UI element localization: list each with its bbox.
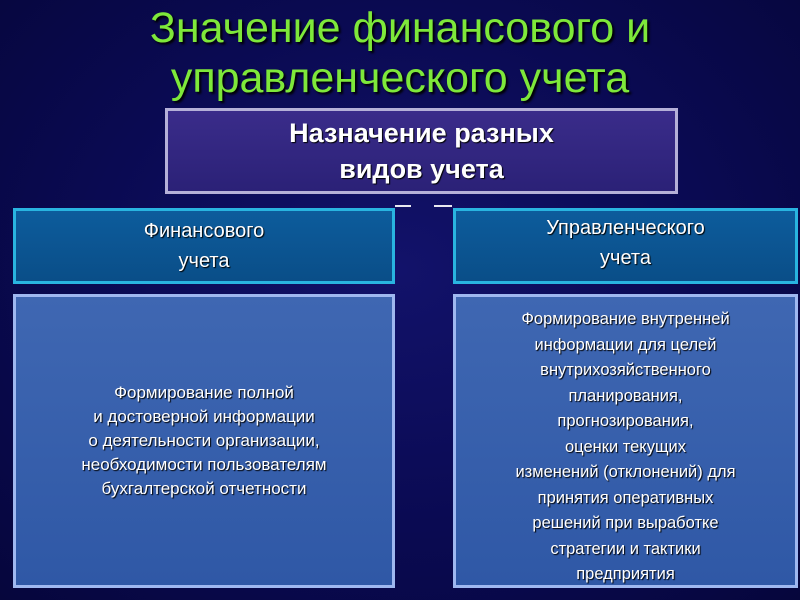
financial-heading-line-1: Финансового — [143, 220, 265, 242]
management-desc-line: оценки текущих — [565, 437, 686, 456]
management-accounting-description — [453, 294, 798, 588]
slide-title — [0, 0, 800, 103]
management-accounting-heading — [453, 208, 798, 284]
management-desc-line: информации для целей — [534, 335, 717, 354]
financial-heading-line-2: учета — [178, 250, 230, 272]
financial-desc-line: бухгалтерской отчетности — [101, 479, 307, 498]
management-heading-line-1: Управленческого — [546, 217, 705, 239]
management-desc-line: решений при выработке — [532, 514, 719, 532]
purpose-box — [165, 108, 678, 194]
management-desc-line: стратегии и тактики — [550, 539, 701, 558]
management-desc-line: Формирование внутренней — [521, 310, 730, 328]
slide-title-line-1: Значение финансового и — [149, 4, 651, 52]
connector-stub-left — [395, 205, 411, 207]
management-desc-line: прогнозирования, — [557, 412, 694, 430]
purpose-line-2: видов учета — [339, 154, 504, 184]
financial-accounting-heading — [13, 208, 395, 284]
management-desc-line: внутрихозяйственного — [540, 361, 711, 379]
financial-desc-line: Формирование полной — [114, 383, 294, 402]
slide-title-line-2: управленческого учета — [170, 54, 630, 102]
management-desc-line: принятия оперативных — [537, 488, 714, 507]
management-heading-line-2: учета — [600, 247, 651, 269]
financial-desc-line: о деятельности организации, — [88, 431, 320, 450]
management-desc-line: планирования, — [568, 386, 683, 405]
financial-desc-line: необходимости пользователям — [81, 455, 327, 474]
connector-stub-right — [434, 205, 452, 207]
management-desc-line: предприятия — [576, 565, 675, 583]
financial-accounting-description — [13, 294, 395, 588]
purpose-line-1: Назначение разных — [289, 118, 554, 148]
management-desc-line: изменений (отклонений) для — [515, 463, 736, 481]
financial-desc-line: и достоверной информации — [93, 407, 315, 426]
